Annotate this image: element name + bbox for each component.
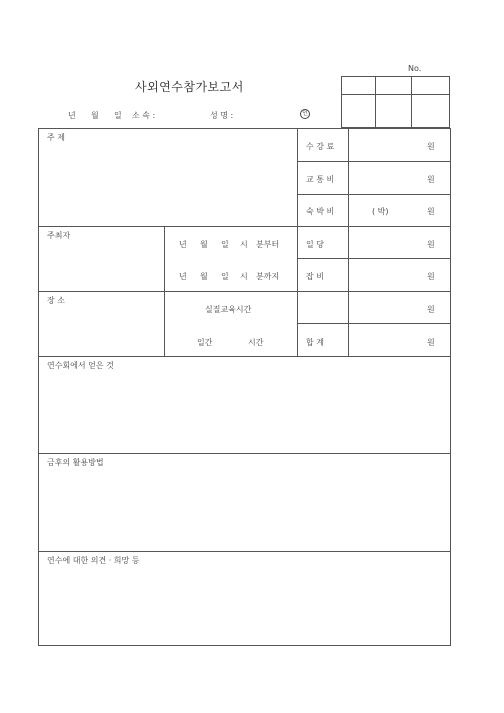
period-from-year: 년 — [179, 240, 187, 249]
opinion-row-line — [38, 551, 451, 552]
hours-label: 시간 — [248, 338, 264, 347]
name-label: 성 명 : — [210, 111, 234, 120]
cost-column-left-border — [297, 128, 298, 356]
date-day-label: 일 — [114, 111, 122, 120]
department-label: 소 속 : — [132, 111, 156, 120]
period-to-suffix: 분까지 — [256, 272, 280, 281]
period-from-hour: 시 — [240, 240, 248, 249]
transport-unit: 원 — [427, 175, 435, 184]
actual-hours-label: 실질교육시간 — [205, 305, 252, 314]
plan-row-line — [38, 453, 451, 454]
tuition-label: 수 강 료 — [306, 142, 335, 151]
organizer-label: 주최자 — [47, 231, 71, 240]
transport-label: 교 통 비 — [306, 175, 335, 184]
cost-column-mid-border — [348, 128, 349, 356]
days-label: 일간 — [197, 338, 213, 347]
total-label: 합 계 — [306, 338, 324, 347]
plan-label: 금후의 활용방법 — [47, 458, 104, 467]
place-row-line — [38, 291, 451, 292]
period-to-year: 년 — [179, 272, 187, 281]
tuition-unit: 원 — [427, 142, 435, 151]
misc-label: 잡 비 — [306, 272, 324, 281]
misc-unit: 원 — [427, 272, 435, 281]
extra-unit: 원 — [427, 305, 435, 314]
approval-divider-v1 — [375, 76, 376, 128]
learned-row-line — [38, 356, 451, 357]
date-year-label: 년 — [68, 111, 76, 120]
opinion-label: 연수에 대한 의견 · 희망 등 — [47, 556, 140, 565]
period-from-day: 일 — [221, 240, 229, 249]
place-label: 장 소 — [47, 296, 65, 305]
cost-row-line-2 — [297, 194, 451, 195]
seal-mark: 인 — [300, 109, 310, 119]
cost-row-line-4 — [297, 258, 451, 259]
learned-label: 연수회에서 얻은 것 — [47, 361, 114, 370]
period-to-day: 일 — [221, 272, 229, 281]
period-to-month: 월 — [200, 272, 208, 281]
page-title: 사외연수참가보고서 — [135, 80, 244, 94]
lodging-unit: 원 — [427, 207, 435, 216]
approval-divider-h — [341, 94, 450, 95]
period-from-month: 월 — [200, 240, 208, 249]
lodging-label: 숙 박 비 — [306, 207, 335, 216]
no-label: No. — [408, 64, 422, 73]
daily-label: 일 당 — [306, 240, 324, 249]
report-form — [38, 128, 451, 646]
period-from-suffix: 분부터 — [256, 240, 280, 249]
approval-divider-v2 — [411, 76, 412, 128]
approval-grid — [341, 76, 450, 128]
period-to-hour: 시 — [240, 272, 248, 281]
date-month-label: 월 — [91, 111, 99, 120]
daily-unit: 원 — [427, 240, 435, 249]
lodging-nights: ( 박) — [372, 207, 389, 216]
cost-row-line-1 — [297, 161, 451, 162]
total-unit: 원 — [427, 338, 435, 347]
topic-label: 주 제 — [47, 133, 65, 142]
cost-row-line-6 — [297, 323, 451, 324]
cost-row-line-3 — [38, 226, 451, 227]
